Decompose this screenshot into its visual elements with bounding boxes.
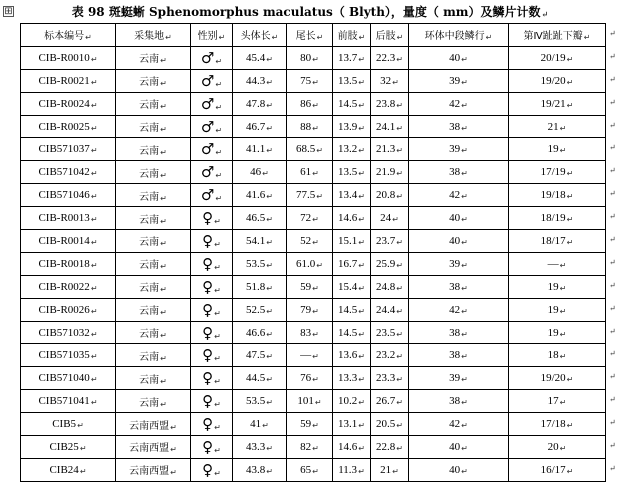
table-cell: 41.6↵ — [233, 184, 287, 207]
row-end-mark-icon: ↵ — [609, 121, 616, 130]
table-cell: 24.8↵ — [371, 275, 409, 298]
table-cell: 88↵ — [287, 115, 333, 138]
sex-symbol-icon: ♂ — [200, 186, 215, 205]
table-cell: 14.6↵ — [333, 436, 371, 459]
table-row — [21, 275, 606, 298]
table-cell: 云南西盟↵ — [116, 458, 191, 481]
table-cell: 13.2↵ — [333, 138, 371, 161]
row-end-mark-icon: ↵ — [609, 212, 616, 221]
table-cell: 15.4↵ — [333, 275, 371, 298]
table-cell: 云南↵ — [116, 46, 191, 69]
table-cell: CIB571037↵ — [21, 138, 116, 161]
header-cell: 前肢↵ — [333, 24, 371, 47]
table-cell: 24.4↵ — [371, 298, 409, 321]
table-cell: 20/19↵ — [509, 46, 606, 69]
measurement-table — [20, 23, 606, 482]
table-cell: 13.7↵ — [333, 46, 371, 69]
sex-symbol-icon: ♀ — [202, 392, 214, 411]
table-cell: ♂↵ — [191, 92, 233, 115]
table-cell: CIB571046↵ — [21, 184, 116, 207]
table-cell: 61↵ — [287, 161, 333, 184]
table-cell: 18↵ — [509, 344, 606, 367]
table-cell: 44.5↵ — [233, 367, 287, 390]
table-cell: 40↵ — [409, 458, 509, 481]
row-end-mark-icon: ↵ — [609, 75, 616, 84]
table-cell: CIB-R0024↵ — [21, 92, 116, 115]
table-cell: 51.8↵ — [233, 275, 287, 298]
table-cell: 86↵ — [287, 92, 333, 115]
table-cell: ♀↵ — [191, 230, 233, 253]
table-cell: ♀↵ — [191, 436, 233, 459]
table-cell: 19/18↵ — [509, 184, 606, 207]
table-cell: 68.5↵ — [287, 138, 333, 161]
table-row — [21, 436, 606, 459]
header-cell: 标本编号↵ — [21, 24, 116, 47]
header-cell: 后肢↵ — [371, 24, 409, 47]
table-row — [21, 92, 606, 115]
table-row — [21, 115, 606, 138]
header-cell: 第Ⅳ趾趾下瓣↵ — [509, 24, 606, 47]
table-cell: 16.7↵ — [333, 252, 371, 275]
table-cell: 46.6↵ — [233, 321, 287, 344]
table-cell: 19↵ — [509, 275, 606, 298]
sex-symbol-icon: ♀ — [202, 437, 214, 456]
table-cell: 21↵ — [371, 458, 409, 481]
table-cell: ♂↵ — [191, 184, 233, 207]
table-cell: 13.5↵ — [333, 161, 371, 184]
row-end-mark-icon: ↵ — [609, 304, 616, 313]
table-cell: 云南↵ — [116, 367, 191, 390]
table-cell: 52↵ — [287, 230, 333, 253]
table-cell: 23.2↵ — [371, 344, 409, 367]
table-cell: 17/19↵ — [509, 161, 606, 184]
row-end-mark-icon: ↵ — [609, 166, 616, 175]
table-cell: 39↵ — [409, 252, 509, 275]
row-end-mark-icon: ↵ — [609, 349, 616, 358]
table-cell: ♂↵ — [191, 161, 233, 184]
table-cell: 54.1↵ — [233, 230, 287, 253]
table-cell: 83↵ — [287, 321, 333, 344]
table-cell: 40↵ — [409, 230, 509, 253]
table-cell: 23.7↵ — [371, 230, 409, 253]
table-cell: CIB571041↵ — [21, 390, 116, 413]
table-cell: ♀↵ — [191, 207, 233, 230]
table-cell: 77.5↵ — [287, 184, 333, 207]
row-end-mark-icon: ↵ — [609, 52, 616, 61]
sex-symbol-icon: ♀ — [202, 209, 214, 228]
table-cell: 23.5↵ — [371, 321, 409, 344]
sex-symbol-icon: ♂ — [200, 140, 215, 159]
table-cell: 42↵ — [409, 298, 509, 321]
table-cell: 39↵ — [409, 367, 509, 390]
table-row — [21, 161, 606, 184]
sex-symbol-icon: ♀ — [202, 231, 214, 250]
table-cell: ♀↵ — [191, 458, 233, 481]
table-cell: ♀↵ — [191, 344, 233, 367]
table-row — [21, 367, 606, 390]
table-cell: 38↵ — [409, 321, 509, 344]
header-cell: 采集地↵ — [116, 24, 191, 47]
table-cell: 云南↵ — [116, 275, 191, 298]
table-cell: 23.8↵ — [371, 92, 409, 115]
sex-symbol-icon: ♀ — [202, 254, 214, 273]
table-cell: 19↵ — [509, 138, 606, 161]
table-caption — [0, 3, 620, 20]
table-cell: 20.8↵ — [371, 184, 409, 207]
table-row — [21, 184, 606, 207]
row-end-mark-icon: ↵ — [609, 372, 616, 381]
row-end-mark-icon: ↵ — [609, 327, 616, 336]
table-cell: 79↵ — [287, 298, 333, 321]
table-cell: CIB-R0018↵ — [21, 252, 116, 275]
table-cell: ♂↵ — [191, 138, 233, 161]
table-row — [21, 207, 606, 230]
table-cell: ♀↵ — [191, 367, 233, 390]
table-cell: 61.0↵ — [287, 252, 333, 275]
caption-text: 表 98 斑蜓蜥 Sphenomorphus maculatus（ Blyth），量度（ mm）及鳞片计数 — [71, 5, 541, 19]
header-cell: 尾长↵ — [287, 24, 333, 47]
table-cell: 14.5↵ — [333, 92, 371, 115]
table-cell: 13.3↵ — [333, 367, 371, 390]
row-end-mark-icon: ↵ — [609, 258, 616, 267]
table-cell: 32↵ — [371, 69, 409, 92]
table-cell: 38↵ — [409, 161, 509, 184]
table-row — [21, 321, 606, 344]
table-cell: 18/19↵ — [509, 207, 606, 230]
table-move-handle-icon[interactable]: ⊞ — [4, 6, 13, 17]
table-cell: 云南↵ — [116, 115, 191, 138]
table-cell: 41↵ — [233, 413, 287, 436]
table-cell: 22.3↵ — [371, 46, 409, 69]
table-cell: 云南↵ — [116, 92, 191, 115]
table-cell: 14.6↵ — [333, 207, 371, 230]
sex-symbol-icon: ♂ — [200, 48, 215, 67]
table-cell: 40↵ — [409, 207, 509, 230]
table-cell: 76↵ — [287, 367, 333, 390]
table-cell: CIB571042↵ — [21, 161, 116, 184]
table-cell: CIB5↵ — [21, 413, 116, 436]
table-cell: 22.8↵ — [371, 436, 409, 459]
table-cell: 26.7↵ — [371, 390, 409, 413]
table-cell: 75↵ — [287, 69, 333, 92]
table-cell: 14.5↵ — [333, 321, 371, 344]
sex-symbol-icon: ♀ — [202, 369, 214, 388]
row-end-mark-icon: ↵ — [609, 189, 616, 198]
table-cell: ♂↵ — [191, 69, 233, 92]
table-cell: 25.9↵ — [371, 252, 409, 275]
table-cell: 17↵ — [509, 390, 606, 413]
table-cell: ♂↵ — [191, 115, 233, 138]
header-cell: 环体中段鳞行↵ — [409, 24, 509, 47]
table-cell: 46↵ — [233, 161, 287, 184]
table-cell: 24.1↵ — [371, 115, 409, 138]
table-cell: 21.9↵ — [371, 161, 409, 184]
table-cell: 59↵ — [287, 275, 333, 298]
table-cell: 19/21↵ — [509, 92, 606, 115]
table-cell: CIB-R0021↵ — [21, 69, 116, 92]
table-cell: 20.5↵ — [371, 413, 409, 436]
table-cell: 101↵ — [287, 390, 333, 413]
table-cell: 40↵ — [409, 436, 509, 459]
table-cell: 云南↵ — [116, 138, 191, 161]
table-cell: 20↵ — [509, 436, 606, 459]
table-cell: CIB-R0022↵ — [21, 275, 116, 298]
sex-symbol-icon: ♀ — [202, 415, 214, 434]
table-cell: 43.3↵ — [233, 436, 287, 459]
table-cell: 46.7↵ — [233, 115, 287, 138]
table-cell: 14.5↵ — [333, 298, 371, 321]
row-end-mark-icon: ↵ — [609, 235, 616, 244]
table-cell: 53.5↵ — [233, 252, 287, 275]
table-cell: 云南↵ — [116, 344, 191, 367]
table-row — [21, 458, 606, 481]
table-cell: ♀↵ — [191, 321, 233, 344]
sex-symbol-icon: ♀ — [202, 277, 214, 296]
table-cell: 云南↵ — [116, 390, 191, 413]
table-cell: CIB571040↵ — [21, 367, 116, 390]
table-cell: 13.5↵ — [333, 69, 371, 92]
row-end-mark-icon: ↵ — [609, 281, 616, 290]
paragraph-mark-icon: ↵ — [541, 9, 549, 19]
table-cell: —↵ — [509, 252, 606, 275]
row-end-mark-icon: ↵ — [609, 143, 616, 152]
table-cell: ♀↵ — [191, 275, 233, 298]
table-cell: CIB-R0010↵ — [21, 46, 116, 69]
header-cell: 性别↵ — [191, 24, 233, 47]
table-cell: 45.4↵ — [233, 46, 287, 69]
table-cell: 13.9↵ — [333, 115, 371, 138]
table-row — [21, 390, 606, 413]
table-row — [21, 69, 606, 92]
sex-symbol-icon: ♀ — [202, 460, 214, 479]
table-cell: 43.8↵ — [233, 458, 287, 481]
table-cell: 65↵ — [287, 458, 333, 481]
table-cell: CIB571032↵ — [21, 321, 116, 344]
table-cell: 23.3↵ — [371, 367, 409, 390]
table-cell: 18/17↵ — [509, 230, 606, 253]
sex-symbol-icon: ♀ — [202, 323, 214, 342]
table-cell: 13.6↵ — [333, 344, 371, 367]
sex-symbol-icon: ♀ — [202, 300, 214, 319]
table-cell: 72↵ — [287, 207, 333, 230]
table-cell: CIB-R0025↵ — [21, 115, 116, 138]
table-cell: 云南↵ — [116, 321, 191, 344]
table-cell: 19↵ — [509, 298, 606, 321]
table-cell: 38↵ — [409, 344, 509, 367]
table-cell: 41.1↵ — [233, 138, 287, 161]
table-cell: 40↵ — [409, 46, 509, 69]
table-cell: 38↵ — [409, 390, 509, 413]
row-end-mark-icon: ↵ — [609, 441, 616, 450]
table-cell: 16/17↵ — [509, 458, 606, 481]
row-end-mark-icon: ↵ — [609, 98, 616, 107]
table-row — [21, 252, 606, 275]
sex-symbol-icon: ♀ — [202, 346, 214, 365]
sex-symbol-icon: ♂ — [200, 163, 215, 182]
table-cell: 云南↵ — [116, 230, 191, 253]
table-cell: ♀↵ — [191, 252, 233, 275]
table-cell: 云南↵ — [116, 252, 191, 275]
table-cell: 云南西盟↵ — [116, 436, 191, 459]
table-cell: 云南↵ — [116, 161, 191, 184]
header-cell: 头体长↵ — [233, 24, 287, 47]
table-cell: CIB-R0013↵ — [21, 207, 116, 230]
table-row — [21, 46, 606, 69]
table-cell: 13.4↵ — [333, 184, 371, 207]
table-cell: CIB25↵ — [21, 436, 116, 459]
table-cell: CIB-R0014↵ — [21, 230, 116, 253]
table-row — [21, 138, 606, 161]
table-cell: 42↵ — [409, 413, 509, 436]
table-cell: 52.5↵ — [233, 298, 287, 321]
table-cell: 53.5↵ — [233, 390, 287, 413]
table-cell: 云南↵ — [116, 69, 191, 92]
sex-symbol-icon: ♂ — [200, 71, 215, 90]
table-cell: 82↵ — [287, 436, 333, 459]
table-row — [21, 413, 606, 436]
table-cell: CIB-R0026↵ — [21, 298, 116, 321]
table-cell: 10.2↵ — [333, 390, 371, 413]
table-cell: 13.1↵ — [333, 413, 371, 436]
table-cell: 42↵ — [409, 184, 509, 207]
table-cell: CIB24↵ — [21, 458, 116, 481]
sex-symbol-icon: ♂ — [200, 117, 215, 136]
table-cell: 59↵ — [287, 413, 333, 436]
table-cell: 19↵ — [509, 321, 606, 344]
table-cell: 39↵ — [409, 69, 509, 92]
row-end-mark-icon: ↵ — [609, 395, 616, 404]
table-cell: 19/20↵ — [509, 367, 606, 390]
table-row — [21, 344, 606, 367]
table-cell: CIB571035↵ — [21, 344, 116, 367]
row-end-mark-icon: ↵ — [609, 418, 616, 427]
table-cell: 云南西盟↵ — [116, 413, 191, 436]
table-cell: 19/20↵ — [509, 69, 606, 92]
table-row — [21, 298, 606, 321]
table-cell: 17/18↵ — [509, 413, 606, 436]
table-cell: 44.3↵ — [233, 69, 287, 92]
table-row — [21, 230, 606, 253]
table-cell: ♀↵ — [191, 298, 233, 321]
table-cell: ♀↵ — [191, 413, 233, 436]
table-cell: 47.5↵ — [233, 344, 287, 367]
table-cell: 11.3↵ — [333, 458, 371, 481]
table-cell: 15.1↵ — [333, 230, 371, 253]
table-cell: 42↵ — [409, 92, 509, 115]
table-cell: ♂↵ — [191, 46, 233, 69]
table-cell: 80↵ — [287, 46, 333, 69]
table-cell: 38↵ — [409, 115, 509, 138]
row-end-mark-icon: ↵ — [609, 29, 616, 38]
table-cell: 云南↵ — [116, 184, 191, 207]
table-cell: 21↵ — [509, 115, 606, 138]
header-row — [21, 24, 606, 47]
table-cell: 21.3↵ — [371, 138, 409, 161]
table-cell: 39↵ — [409, 138, 509, 161]
sex-symbol-icon: ♂ — [200, 94, 215, 113]
table-cell: 24↵ — [371, 207, 409, 230]
table-cell: 38↵ — [409, 275, 509, 298]
row-end-mark-icon: ↵ — [609, 464, 616, 473]
table-cell: 云南↵ — [116, 207, 191, 230]
table-cell: 47.8↵ — [233, 92, 287, 115]
table-cell: 云南↵ — [116, 298, 191, 321]
table-cell: 46.5↵ — [233, 207, 287, 230]
table-cell: —↵ — [287, 344, 333, 367]
table-cell: ♀↵ — [191, 390, 233, 413]
